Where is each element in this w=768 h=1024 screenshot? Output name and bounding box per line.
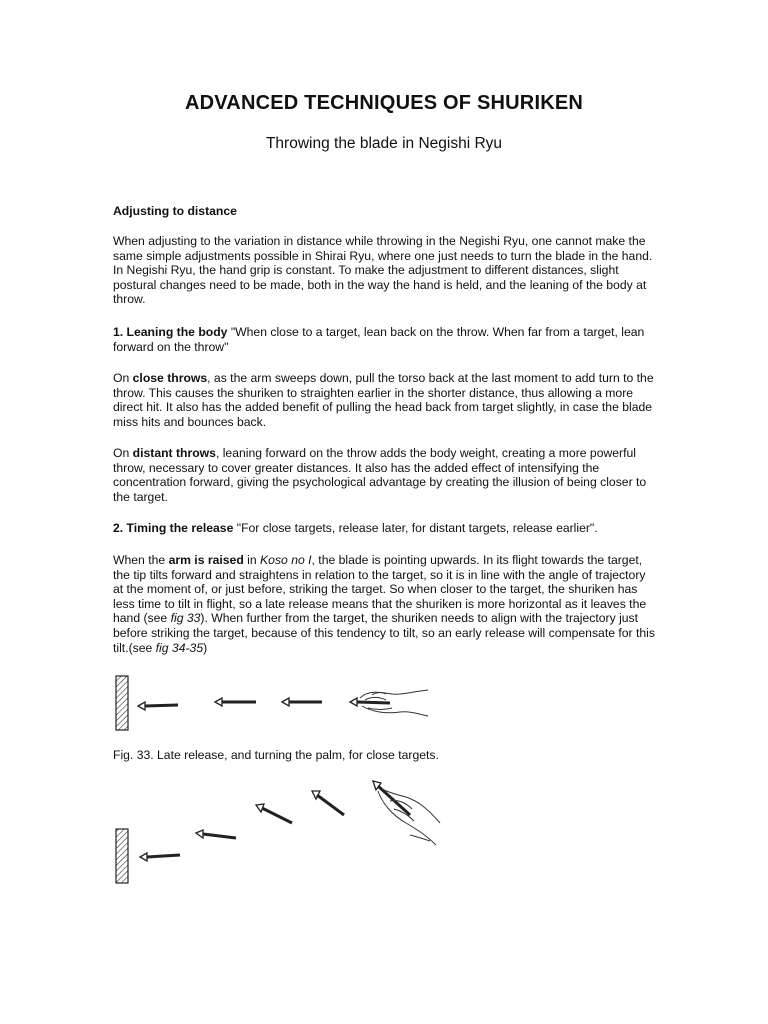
page-title: ADVANCED TECHNIQUES OF SHURIKEN (184, 92, 584, 114)
raised-mid2: , the blade is pointing upwards. In its flight towards the target, the tip tilts forward and straightens in relation to the target, so it is in line with the angle of trajectory at the moment of, or just before, striking the target. So when closer to the target, the shuriken has less time to tilt in flight, so a late release means that the shuriken is more horizontal as it leaves the hand (see (113, 553, 647, 626)
close-throws-paragraph (113, 371, 658, 429)
target-board (116, 829, 128, 883)
leaning-quote: "When close to a target, lean back on the throw. When far from a target, lean forward on the throw" (113, 325, 645, 354)
shuriken-blade (256, 804, 292, 823)
shuriken-blade (312, 791, 344, 815)
arm-raised-paragraph (113, 553, 658, 655)
timing-quote: "For close targets, release later, for distant targets, release earlier". (233, 521, 598, 535)
close-post: , as the arm sweeps down, pull the torso back at the last moment to add turn to the throw. This causes the shuriken to straighten earlier in the shorter distance, thus allowing a more direct hit. It also has the added benefit of pulling the head back from target slightly, in case the blade miss hits and bounces back. (113, 371, 654, 429)
shuriken-blade (138, 702, 178, 710)
shuriken-blade (140, 853, 180, 861)
throwing-hand (350, 690, 428, 716)
raised-bold: arm is raised (168, 553, 244, 567)
shuriken-blade (215, 698, 256, 706)
distant-bold: distant throws (132, 446, 216, 460)
distant-pre: On (113, 446, 133, 460)
close-pre: On (113, 371, 133, 385)
raised-mid3: ). When further from the target, the shuriken needs to align with the trajectory just before striking the target, because of this tendency to tilt, so an early release will compensate for this tilt.(see (113, 611, 655, 655)
raised-italic2: fig 33 (170, 611, 201, 626)
raised-italic1: Koso no I (260, 553, 312, 567)
leaning-paragraph (113, 325, 658, 354)
figure-33-illustration (110, 670, 450, 735)
section-heading: Adjusting to distance (113, 204, 237, 218)
close-bold: close throws (132, 371, 208, 385)
page-subtitle: Throwing the blade in Negishi Ryu (265, 135, 503, 152)
raised-mid1: in (243, 553, 261, 567)
distant-post: , leaning forward on the throw adds the body weight, creating a more powerful throw, necessary to cover greater distances. It also has the added effect of intensifying the concentration forward, giving the psychological advantage by creating the illusion of being closer to the target. (113, 446, 647, 504)
raised-end: ) (203, 640, 208, 655)
shuriken-blade (196, 830, 236, 838)
leaning-label: 1. Leaning the body (113, 325, 228, 339)
figure-34-illustration (110, 775, 460, 890)
timing-paragraph (113, 521, 658, 536)
distant-throws-paragraph (113, 446, 658, 504)
intro-paragraph: When adjusting to the variation in distance while throwing in the Negishi Ryu, one cannot make the same simple adjustments possible in Shirai Ryu, where one just needs to turn the blade in the hand. In Negishi Ryu, the hand grip is constant. To make the adjustment to different distances, slight postural changes need to be made, both in the way the hand is held, and the leaning of the body at throw. (113, 234, 653, 307)
timing-label: 2. Timing the release (113, 521, 234, 535)
throwing-hand (373, 781, 440, 845)
target-board (116, 676, 128, 730)
figure-33-caption: Fig. 33. Late release, and turning the palm, for close targets. (113, 748, 439, 762)
raised-italic3: fig 34-35 (155, 640, 204, 655)
shuriken-blade (282, 698, 322, 706)
raised-pre: When the (113, 553, 169, 567)
